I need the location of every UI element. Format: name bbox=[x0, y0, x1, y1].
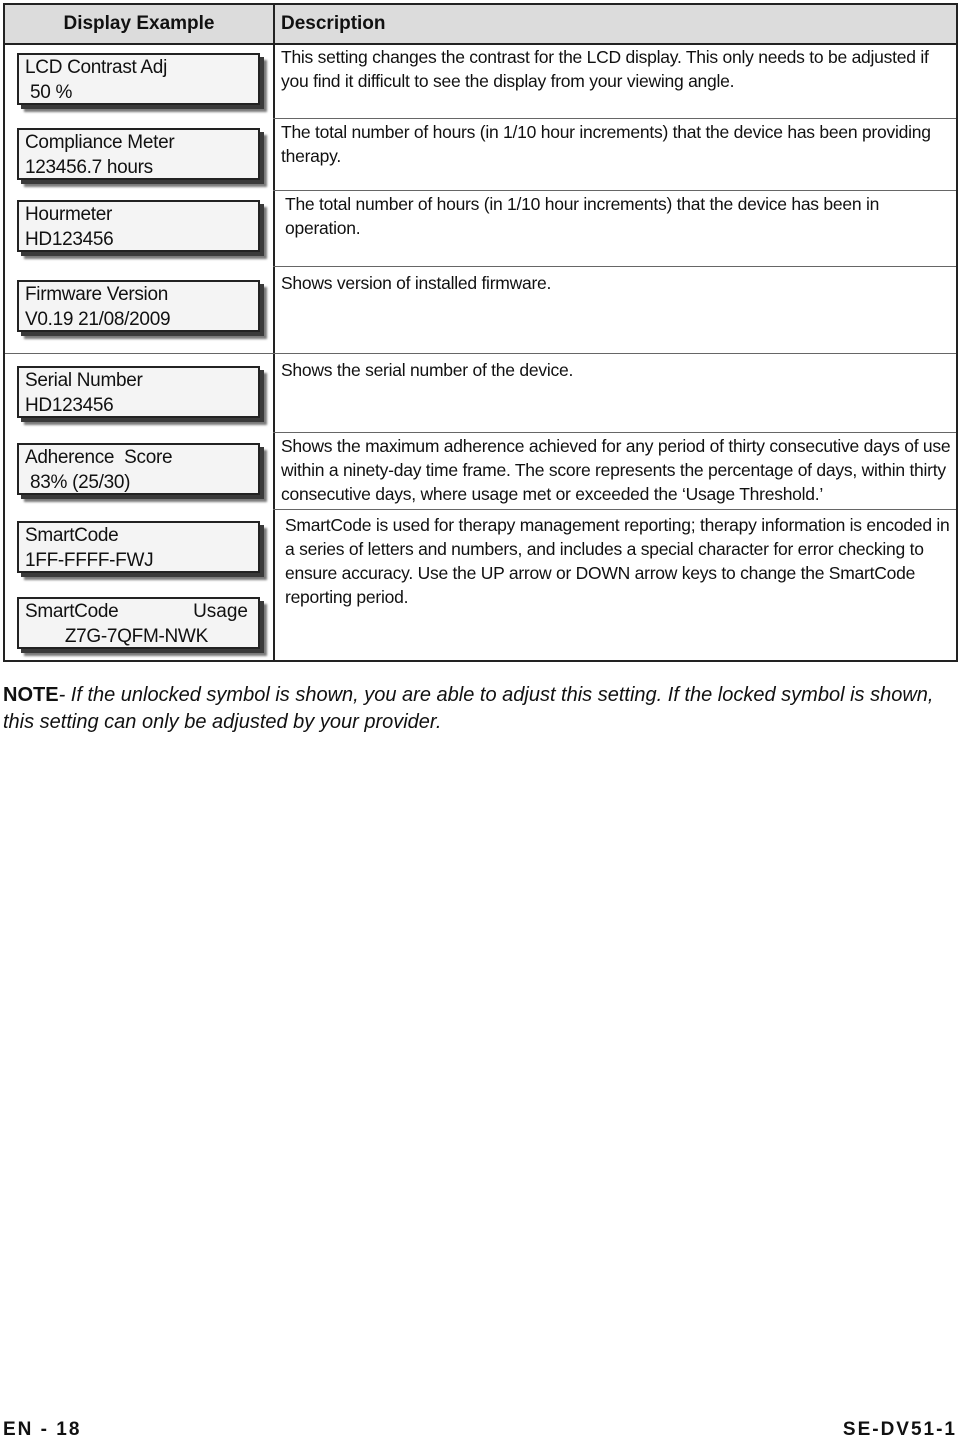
page-number: EN - 18 bbox=[3, 1419, 82, 1440]
settings-table bbox=[3, 3, 958, 662]
note-paragraph bbox=[3, 682, 953, 736]
lcd-smartcode-display bbox=[17, 521, 260, 573]
lcd-smartcode-usage-display bbox=[17, 597, 260, 649]
header-display-example: Display Example bbox=[63, 13, 215, 34]
lcd-line: Hourmeter bbox=[25, 204, 113, 225]
lcd-hourmeter-display bbox=[17, 200, 260, 252]
row-divider bbox=[273, 432, 956, 433]
lcd-line: HD123456 bbox=[25, 229, 114, 250]
lcd-line: 123456.7 hours bbox=[25, 157, 153, 178]
note-text: - If the unlocked symbol is shown, you are able to adjust this setting. If the locked symbol is shown, this setting can only be adjusted by your provider. bbox=[3, 684, 934, 733]
lcd-line: LCD Contrast Adj bbox=[25, 57, 167, 78]
lcd-line: Serial Number bbox=[25, 370, 143, 391]
lcd-line: Compliance Meter bbox=[25, 132, 175, 153]
lcd-line: Firmware Version bbox=[25, 284, 169, 305]
lcd-line: Adherence Score bbox=[25, 447, 173, 468]
lcd-line: 50 % bbox=[25, 82, 73, 103]
description-adherence-score: Shows the maximum adherence achieved for any period of thirty consecutive days of use within a ninety-day time frame. The score represents the percentage of days, within thirty consecutive days, where usage met or exceeded the ‘Usage Threshold.’ bbox=[281, 436, 951, 504]
description-compliance-meter: The total number of hours (in 1/10 hour increments) that the device has been providing therapy. bbox=[281, 122, 931, 166]
lcd-adherence-score-display bbox=[17, 443, 260, 495]
document-code: SE-DV51-1 bbox=[842, 1419, 957, 1440]
lcd-line-right: Usage bbox=[193, 601, 248, 622]
lcd-line: SmartCode bbox=[25, 525, 119, 546]
description-hourmeter: The total number of hours (in 1/10 hour increments) that the device has been in operation. bbox=[285, 194, 880, 238]
row-divider bbox=[273, 190, 956, 191]
lcd-line: V0.19 21/08/2009 bbox=[25, 309, 171, 330]
lcd-firmware-display bbox=[17, 280, 260, 332]
row-divider bbox=[5, 353, 956, 354]
lcd-contrast-display bbox=[17, 53, 260, 105]
table-header bbox=[5, 5, 956, 45]
description-smartcode: SmartCode is used for therapy management reporting; therapy information is encoded in a series of letters and numbers, and includes a special character for error checking to ensure accuracy. Use the UP arrow or DOWN arrow keys to change the SmartCode reporting period. bbox=[285, 515, 950, 607]
column-divider bbox=[273, 5, 275, 660]
note-label: NOTE bbox=[3, 684, 59, 706]
lcd-line: HD123456 bbox=[25, 395, 114, 416]
header-description: Description bbox=[281, 13, 386, 34]
row-divider bbox=[273, 509, 956, 510]
lcd-serial-number-display bbox=[17, 366, 260, 418]
lcd-compliance-meter-display bbox=[17, 128, 260, 180]
row-divider bbox=[273, 266, 956, 267]
description-firmware-version: Shows version of installed firmware. bbox=[281, 273, 552, 293]
lcd-line: Z7G-7QFM-NWK bbox=[25, 626, 208, 647]
description-lcd-contrast: This setting changes the contrast for the LCD display. This only needs to be adjusted if you find it difficult to see the display from your viewing angle. bbox=[281, 47, 929, 91]
lcd-line: 1FF-FFFF-FWJ bbox=[25, 550, 154, 571]
lcd-line: 83% (25/30) bbox=[25, 472, 131, 493]
row-divider bbox=[273, 118, 956, 119]
description-serial-number: Shows the serial number of the device. bbox=[281, 360, 574, 380]
lcd-line: SmartCode bbox=[25, 601, 119, 622]
